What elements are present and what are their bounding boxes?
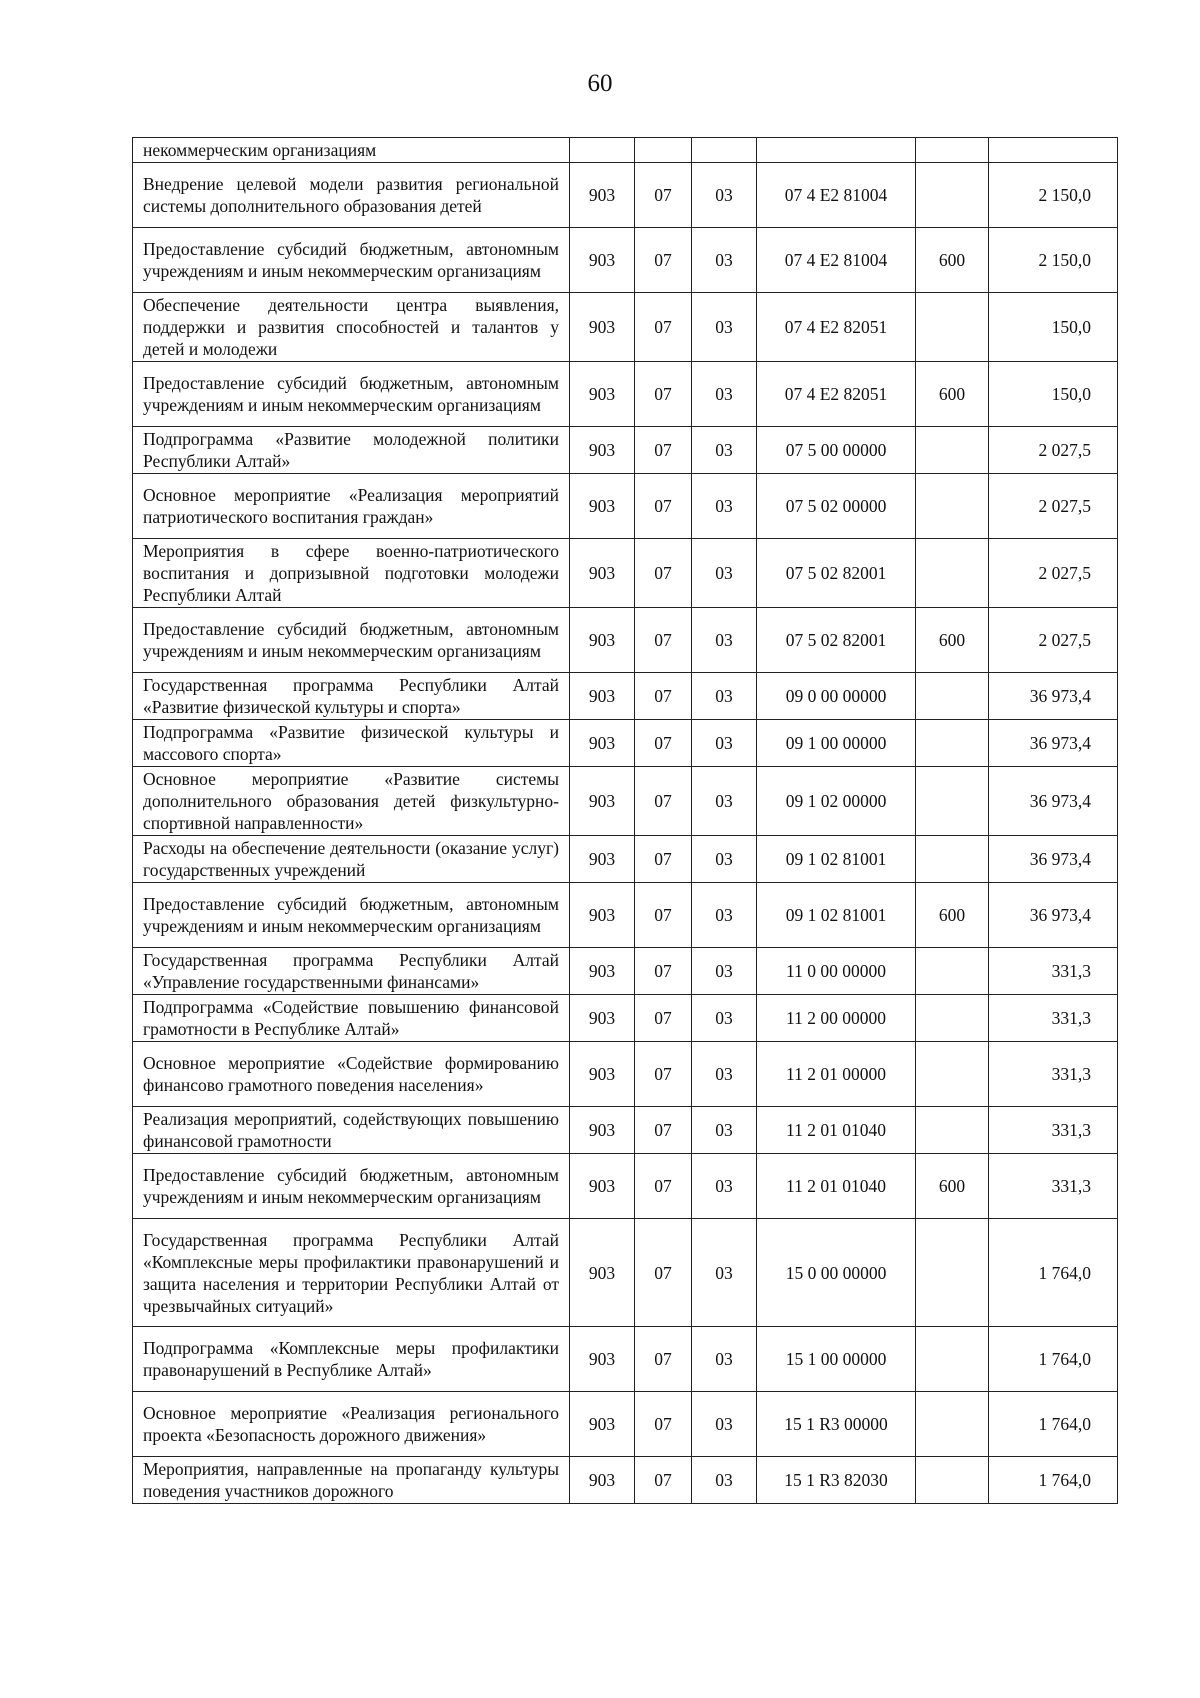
row-ved-code: 903 bbox=[570, 995, 635, 1042]
row-expense-type bbox=[916, 995, 989, 1042]
row-ved-code: 903 bbox=[570, 427, 635, 474]
row-section-code: 07 bbox=[635, 883, 692, 948]
row-name: Предоставление субсидий бюджетным, автономным учреждениям и иным некоммерческим организациям bbox=[133, 883, 570, 948]
row-amount: 1 764,0 bbox=[989, 1327, 1118, 1392]
table-row bbox=[133, 767, 1118, 836]
row-expense-type bbox=[916, 1219, 989, 1327]
row-ved-code: 903 bbox=[570, 883, 635, 948]
table-row bbox=[133, 1457, 1118, 1504]
row-subsection-code: 03 bbox=[692, 427, 757, 474]
row-ved-code: 903 bbox=[570, 1392, 635, 1457]
row-amount: 36 973,4 bbox=[989, 836, 1118, 883]
row-name: Государственная программа Республики Алтай «Комплексные меры профилактики правонарушений и защита населения и территории Республики Алтай от чрезвычайных ситуаций» bbox=[133, 1219, 570, 1327]
row-subsection-code: 03 bbox=[692, 720, 757, 767]
row-subsection-code: 03 bbox=[692, 1327, 757, 1392]
row-ved-code: 903 bbox=[570, 1154, 635, 1219]
row-target-article: 07 4 E2 82051 bbox=[757, 293, 916, 362]
row-name: Основное мероприятие «Развитие системы дополнительного образования детей физкультурно-спортивной направленности» bbox=[133, 767, 570, 836]
row-amount: 2 150,0 bbox=[989, 228, 1118, 293]
row-target-article: 11 0 00 00000 bbox=[757, 948, 916, 995]
row-name: Обеспечение деятельности центра выявления, поддержки и развития способностей и талантов у детей и молодежи bbox=[133, 293, 570, 362]
row-subsection-code: 03 bbox=[692, 228, 757, 293]
row-subsection-code: 03 bbox=[692, 1154, 757, 1219]
row-section-code: 07 bbox=[635, 767, 692, 836]
row-subsection-code: 03 bbox=[692, 673, 757, 720]
row-target-article: 07 5 02 00000 bbox=[757, 474, 916, 539]
row-expense-type bbox=[916, 1392, 989, 1457]
row-amount bbox=[989, 138, 1118, 163]
row-name: Основное мероприятие «Реализация мероприятий патриотического воспитания граждан» bbox=[133, 474, 570, 539]
table-body bbox=[133, 138, 1118, 1504]
page-number: 60 bbox=[587, 70, 613, 97]
row-section-code: 07 bbox=[635, 1154, 692, 1219]
row-amount: 2 027,5 bbox=[989, 608, 1118, 673]
row-expense-type bbox=[916, 1327, 989, 1392]
row-ved-code: 903 bbox=[570, 1327, 635, 1392]
table-row bbox=[133, 427, 1118, 474]
row-section-code: 07 bbox=[635, 228, 692, 293]
row-target-article: 07 5 00 00000 bbox=[757, 427, 916, 474]
row-expense-type bbox=[916, 767, 989, 836]
row-target-article: 11 2 00 00000 bbox=[757, 995, 916, 1042]
row-target-article: 11 2 01 01040 bbox=[757, 1107, 916, 1154]
row-subsection-code: 03 bbox=[692, 767, 757, 836]
row-expense-type bbox=[916, 1457, 989, 1504]
row-section-code: 07 bbox=[635, 539, 692, 608]
row-target-article: 09 1 02 81001 bbox=[757, 836, 916, 883]
row-expense-type bbox=[916, 836, 989, 883]
row-name: Подпрограмма «Развитие физической культуры и массового спорта» bbox=[133, 720, 570, 767]
row-subsection-code: 03 bbox=[692, 608, 757, 673]
row-ved-code: 903 bbox=[570, 948, 635, 995]
row-expense-type: 600 bbox=[916, 608, 989, 673]
row-amount: 36 973,4 bbox=[989, 673, 1118, 720]
table-row bbox=[133, 608, 1118, 673]
table-row bbox=[133, 539, 1118, 608]
table-row bbox=[133, 995, 1118, 1042]
row-target-article: 07 4 E2 82051 bbox=[757, 362, 916, 427]
row-amount: 2 150,0 bbox=[989, 163, 1118, 228]
row-ved-code: 903 bbox=[570, 673, 635, 720]
row-subsection-code: 03 bbox=[692, 163, 757, 228]
row-ved-code: 903 bbox=[570, 1457, 635, 1504]
row-ved-code: 903 bbox=[570, 539, 635, 608]
row-target-article: 09 0 00 00000 bbox=[757, 673, 916, 720]
row-name: Основное мероприятие «Содействие формированию финансово грамотного поведения населения» bbox=[133, 1042, 570, 1107]
row-ved-code: 903 bbox=[570, 474, 635, 539]
row-expense-type bbox=[916, 474, 989, 539]
row-name: Подпрограмма «Содействие повышению финансовой грамотности в Республике Алтай» bbox=[133, 995, 570, 1042]
row-section-code: 07 bbox=[635, 995, 692, 1042]
row-section-code: 07 bbox=[635, 362, 692, 427]
row-section-code: 07 bbox=[635, 1327, 692, 1392]
row-target-article bbox=[757, 138, 916, 163]
row-expense-type bbox=[916, 948, 989, 995]
table-row bbox=[133, 1107, 1118, 1154]
row-amount: 331,3 bbox=[989, 1154, 1118, 1219]
row-ved-code: 903 bbox=[570, 228, 635, 293]
row-amount: 2 027,5 bbox=[989, 427, 1118, 474]
row-subsection-code: 03 bbox=[692, 1107, 757, 1154]
row-expense-type: 600 bbox=[916, 362, 989, 427]
row-name: Предоставление субсидий бюджетным, автономным учреждениям и иным некоммерческим организациям bbox=[133, 1154, 570, 1219]
row-subsection-code: 03 bbox=[692, 995, 757, 1042]
row-ved-code: 903 bbox=[570, 767, 635, 836]
table-row bbox=[133, 138, 1118, 163]
row-section-code: 07 bbox=[635, 608, 692, 673]
row-ved-code: 903 bbox=[570, 163, 635, 228]
row-expense-type bbox=[916, 163, 989, 228]
row-subsection-code: 03 bbox=[692, 362, 757, 427]
row-amount: 2 027,5 bbox=[989, 474, 1118, 539]
row-target-article: 11 2 01 01040 bbox=[757, 1154, 916, 1219]
row-amount: 36 973,4 bbox=[989, 720, 1118, 767]
row-amount: 1 764,0 bbox=[989, 1219, 1118, 1327]
row-expense-type bbox=[916, 293, 989, 362]
row-amount: 331,3 bbox=[989, 1107, 1118, 1154]
table-row bbox=[133, 720, 1118, 767]
table-row bbox=[133, 474, 1118, 539]
row-amount: 150,0 bbox=[989, 293, 1118, 362]
row-subsection-code: 03 bbox=[692, 1219, 757, 1327]
row-section-code: 07 bbox=[635, 427, 692, 474]
row-name: Расходы на обеспечение деятельности (оказание услуг) государственных учреждений bbox=[133, 836, 570, 883]
row-name: Мероприятия, направленные на пропаганду культуры поведения участников дорожного bbox=[133, 1457, 570, 1504]
row-target-article: 15 1 R3 00000 bbox=[757, 1392, 916, 1457]
row-section-code: 07 bbox=[635, 1392, 692, 1457]
row-name: Предоставление субсидий бюджетным, автономным учреждениям и иным некоммерческим организациям bbox=[133, 362, 570, 427]
row-ved-code: 903 bbox=[570, 608, 635, 673]
row-expense-type bbox=[916, 673, 989, 720]
row-ved-code: 903 bbox=[570, 293, 635, 362]
row-target-article: 11 2 01 00000 bbox=[757, 1042, 916, 1107]
row-section-code: 07 bbox=[635, 1107, 692, 1154]
row-subsection-code: 03 bbox=[692, 1392, 757, 1457]
row-section-code: 07 bbox=[635, 720, 692, 767]
row-name: Подпрограмма «Развитие молодежной политики Республики Алтай» bbox=[133, 427, 570, 474]
row-section-code: 07 bbox=[635, 948, 692, 995]
row-ved-code: 903 bbox=[570, 1219, 635, 1327]
row-name: Государственная программа Республики Алтай «Развитие физической культуры и спорта» bbox=[133, 673, 570, 720]
budget-table bbox=[132, 137, 1118, 1504]
row-expense-type bbox=[916, 138, 989, 163]
row-section-code: 07 bbox=[635, 293, 692, 362]
row-name: Внедрение целевой модели развития региональной системы дополнительного образования детей bbox=[133, 163, 570, 228]
table-row bbox=[133, 673, 1118, 720]
row-amount: 2 027,5 bbox=[989, 539, 1118, 608]
row-section-code: 07 bbox=[635, 1457, 692, 1504]
table-row bbox=[133, 362, 1118, 427]
row-name: Мероприятия в сфере военно-патриотического воспитания и допризывной подготовки молодежи Республики Алтай bbox=[133, 539, 570, 608]
row-amount: 331,3 bbox=[989, 1042, 1118, 1107]
row-ved-code: 903 bbox=[570, 836, 635, 883]
row-name: Государственная программа Республики Алтай «Управление государственными финансами» bbox=[133, 948, 570, 995]
row-name: Подпрограмма «Комплексные меры профилактики правонарушений в Республике Алтай» bbox=[133, 1327, 570, 1392]
row-subsection-code: 03 bbox=[692, 293, 757, 362]
row-amount: 36 973,4 bbox=[989, 767, 1118, 836]
row-expense-type bbox=[916, 427, 989, 474]
row-expense-type bbox=[916, 1107, 989, 1154]
row-ved-code bbox=[570, 138, 635, 163]
row-amount: 1 764,0 bbox=[989, 1392, 1118, 1457]
row-name: Реализация мероприятий, содействующих повышению финансовой грамотности bbox=[133, 1107, 570, 1154]
table-row bbox=[133, 293, 1118, 362]
table-row bbox=[133, 1154, 1118, 1219]
row-target-article: 07 5 02 82001 bbox=[757, 539, 916, 608]
row-name: Основное мероприятие «Реализация регионального проекта «Безопасность дорожного движения» bbox=[133, 1392, 570, 1457]
row-subsection-code: 03 bbox=[692, 539, 757, 608]
row-section-code: 07 bbox=[635, 1042, 692, 1107]
row-subsection-code: 03 bbox=[692, 474, 757, 539]
row-expense-type: 600 bbox=[916, 883, 989, 948]
row-subsection-code bbox=[692, 138, 757, 163]
row-section-code bbox=[635, 138, 692, 163]
table-row bbox=[133, 228, 1118, 293]
row-expense-type: 600 bbox=[916, 228, 989, 293]
row-section-code: 07 bbox=[635, 836, 692, 883]
table-row bbox=[133, 1392, 1118, 1457]
row-ved-code: 903 bbox=[570, 362, 635, 427]
row-expense-type bbox=[916, 539, 989, 608]
table-row bbox=[133, 948, 1118, 995]
row-subsection-code: 03 bbox=[692, 836, 757, 883]
row-amount: 331,3 bbox=[989, 995, 1118, 1042]
row-section-code: 07 bbox=[635, 1219, 692, 1327]
row-expense-type bbox=[916, 1042, 989, 1107]
row-subsection-code: 03 bbox=[692, 1457, 757, 1504]
table-row bbox=[133, 1042, 1118, 1107]
table-row bbox=[133, 836, 1118, 883]
row-target-article: 15 1 R3 82030 bbox=[757, 1457, 916, 1504]
row-ved-code: 903 bbox=[570, 720, 635, 767]
row-target-article: 07 5 02 82001 bbox=[757, 608, 916, 673]
table-row bbox=[133, 1219, 1118, 1327]
row-expense-type: 600 bbox=[916, 1154, 989, 1219]
row-amount: 1 764,0 bbox=[989, 1457, 1118, 1504]
row-name: некоммерческим организациям bbox=[133, 138, 570, 163]
row-name: Предоставление субсидий бюджетным, автономным учреждениям и иным некоммерческим организациям bbox=[133, 228, 570, 293]
row-ved-code: 903 bbox=[570, 1107, 635, 1154]
row-target-article: 09 1 02 00000 bbox=[757, 767, 916, 836]
row-target-article: 07 4 E2 81004 bbox=[757, 228, 916, 293]
row-expense-type bbox=[916, 720, 989, 767]
row-target-article: 15 0 00 00000 bbox=[757, 1219, 916, 1327]
row-name: Предоставление субсидий бюджетным, автономным учреждениям и иным некоммерческим организациям bbox=[133, 608, 570, 673]
row-subsection-code: 03 bbox=[692, 883, 757, 948]
row-subsection-code: 03 bbox=[692, 948, 757, 995]
row-target-article: 09 1 00 00000 bbox=[757, 720, 916, 767]
table-row bbox=[133, 163, 1118, 228]
row-amount: 36 973,4 bbox=[989, 883, 1118, 948]
row-target-article: 09 1 02 81001 bbox=[757, 883, 916, 948]
row-amount: 150,0 bbox=[989, 362, 1118, 427]
row-subsection-code: 03 bbox=[692, 1042, 757, 1107]
table-row bbox=[133, 1327, 1118, 1392]
row-target-article: 07 4 E2 81004 bbox=[757, 163, 916, 228]
row-section-code: 07 bbox=[635, 474, 692, 539]
row-target-article: 15 1 00 00000 bbox=[757, 1327, 916, 1392]
row-section-code: 07 bbox=[635, 163, 692, 228]
table-row bbox=[133, 883, 1118, 948]
row-amount: 331,3 bbox=[989, 948, 1118, 995]
row-ved-code: 903 bbox=[570, 1042, 635, 1107]
row-section-code: 07 bbox=[635, 673, 692, 720]
